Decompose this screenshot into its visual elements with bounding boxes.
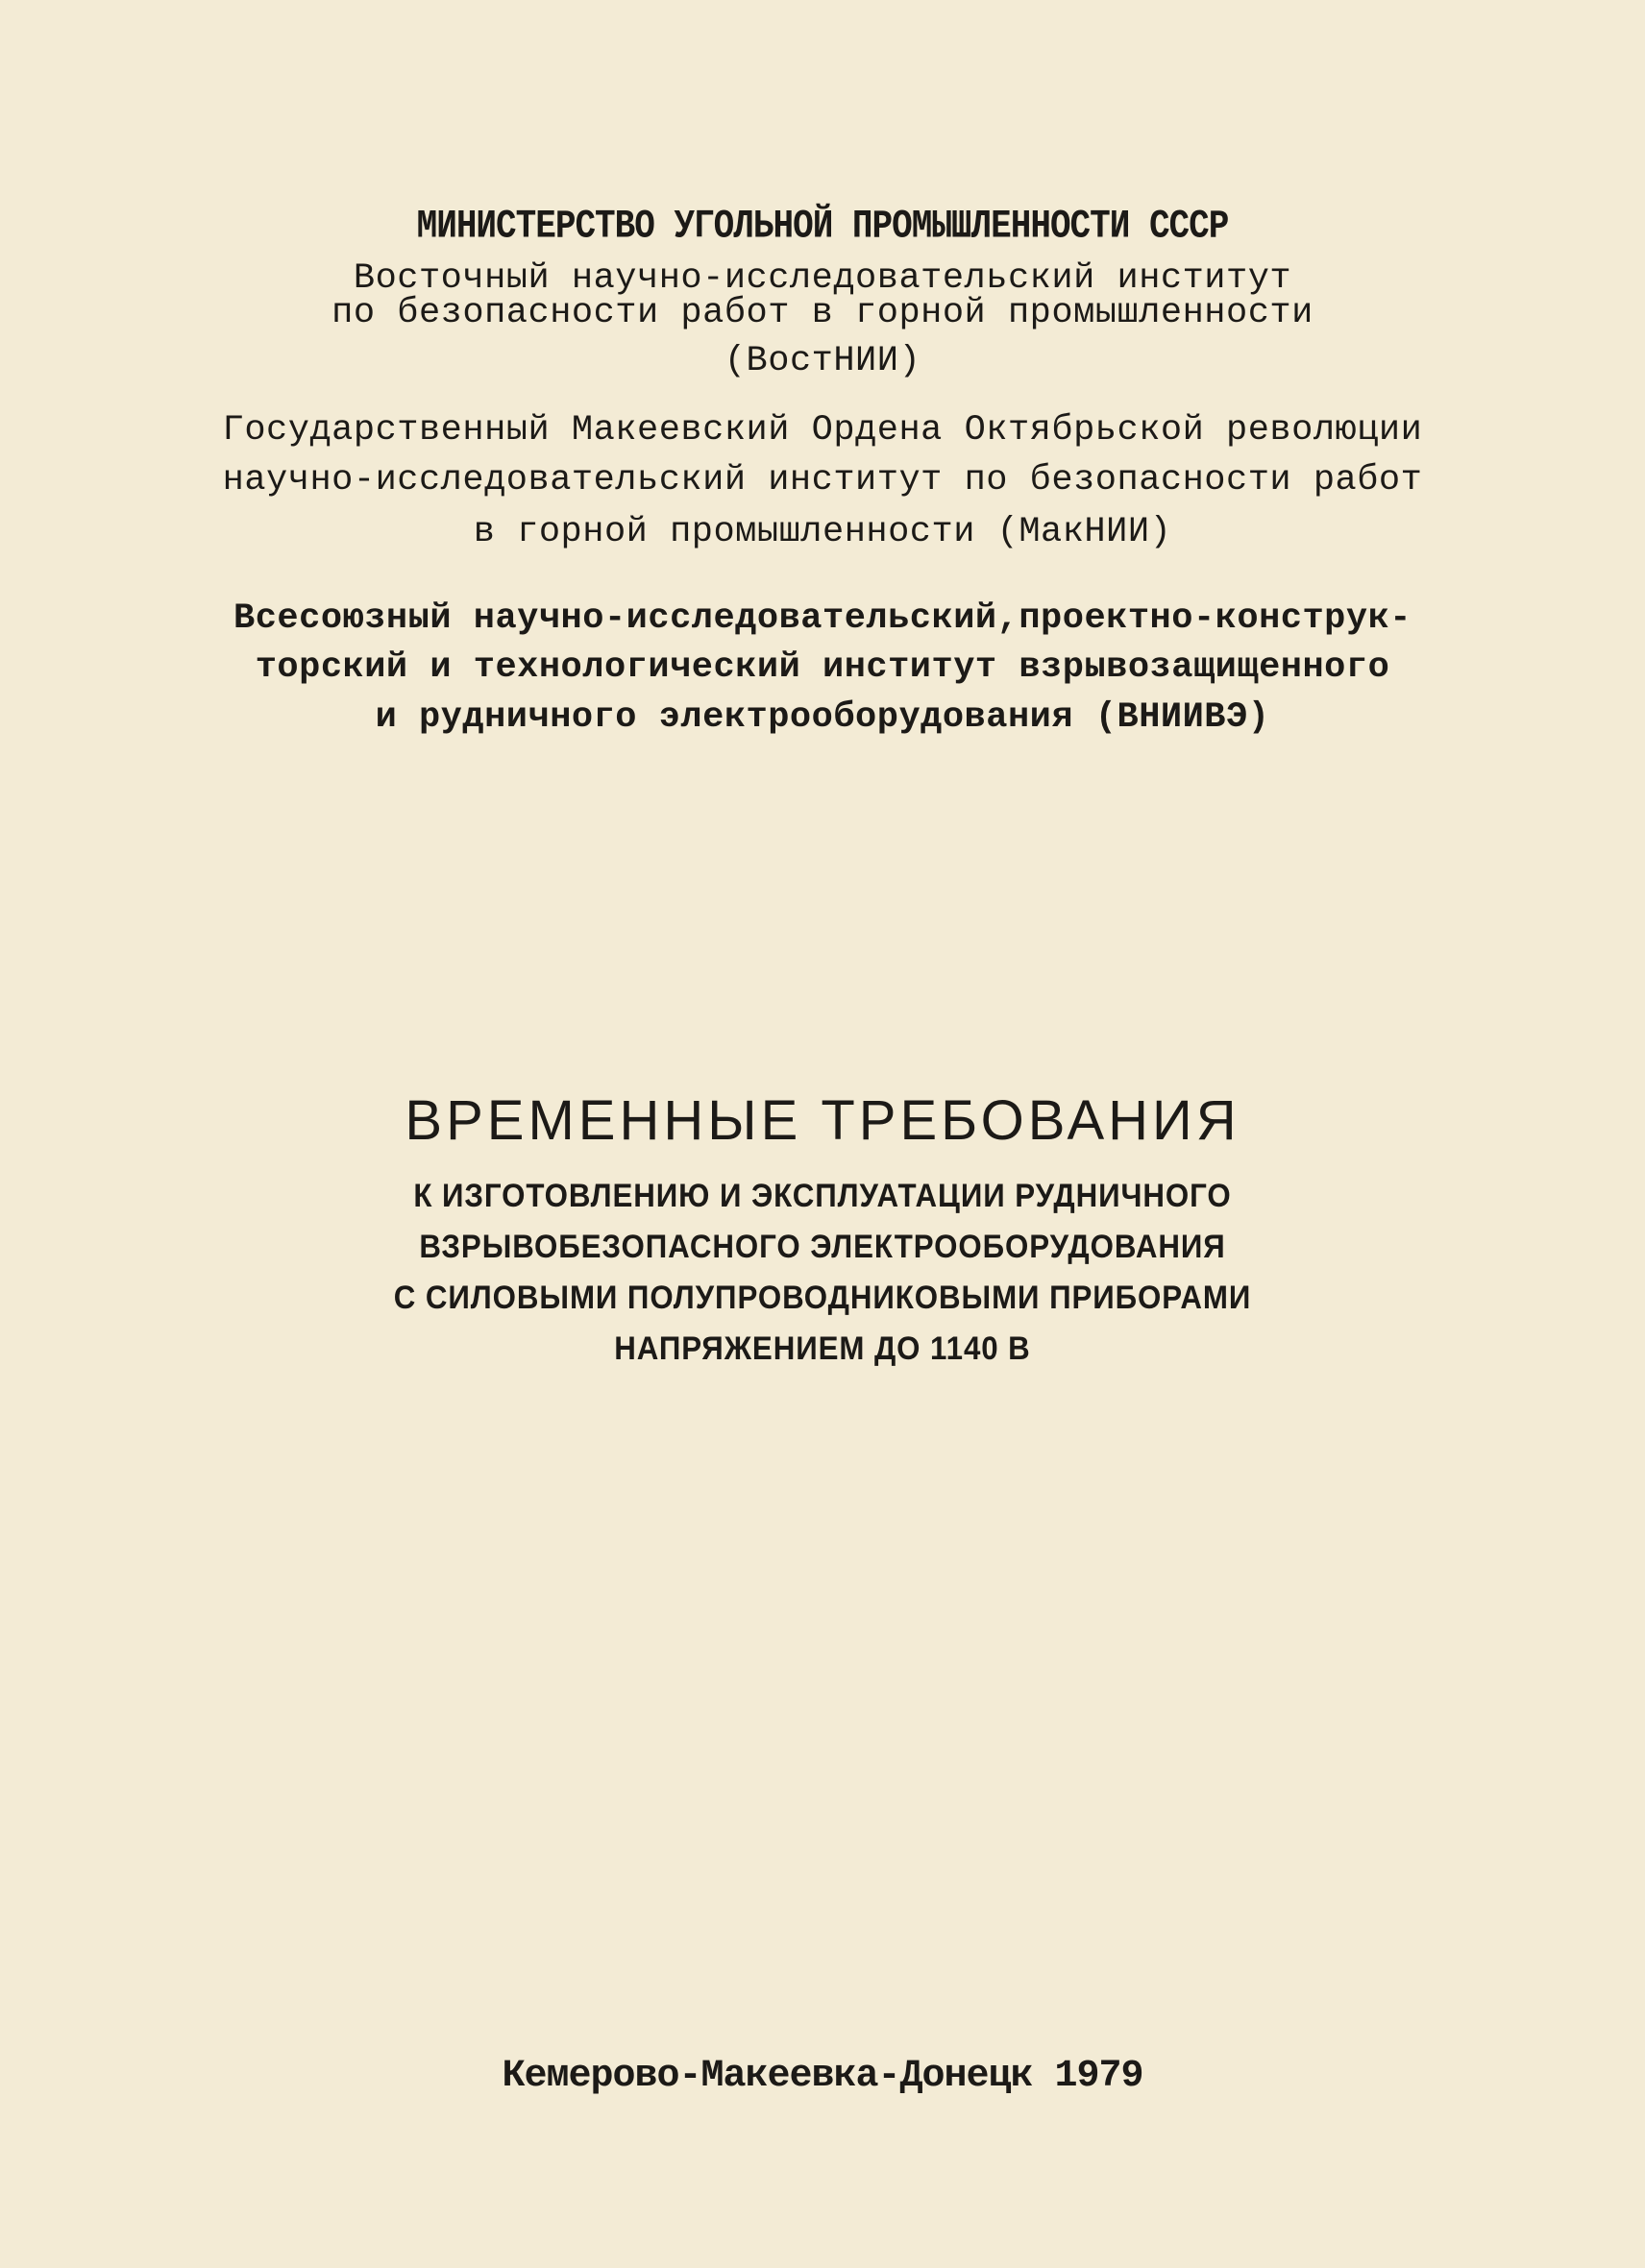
vostnii-line-1: Восточный научно-исследовательский институт <box>353 258 1292 299</box>
vostnii-abbreviation: (ВостНИИ) <box>724 341 921 381</box>
imprint-place-year: Кемерово-Макеевка-Донецк 1979 <box>502 2055 1143 2098</box>
maknii-line-3: в горной промышленности (МакНИИ) <box>473 512 1172 552</box>
subtitle-line-3: С СИЛОВЫМИ ПОЛУПРОВОДНИКОВЫМИ ПРИБОРАМИ <box>393 1280 1252 1316</box>
vniive-line-2: торский и технологический институт взрывозащищенного <box>255 647 1390 688</box>
subtitle-line-4: НАПРЯЖЕНИЕМ ДО 1140 В <box>614 1330 1031 1367</box>
subtitle-line-2: ВЗРЫВОБЕЗОПАСНОГО ЭЛЕКТРООБОРУДОВАНИЯ <box>419 1229 1226 1265</box>
subtitle-line-1: К ИЗГОТОВЛЕНИЮ И ЭКСПЛУАТАЦИИ РУДНИЧНОГО <box>413 1178 1232 1214</box>
vniive-line-1: Всесоюзный научно-исследовательский,проектно-конструк- <box>233 598 1412 639</box>
maknii-line-1: Государственный Макеевский Ордена Октябрьской революции <box>222 410 1423 451</box>
ministry-heading: МИНИСТЕРСТВО УГОЛЬНОЙ ПРОМЫШЛЕННОСТИ СССР <box>416 203 1229 249</box>
maknii-line-2: научно-исследовательский институт по безопасности работ <box>222 460 1423 500</box>
vniive-line-3: и рудничного электрооборудования (ВНИИВЭ) <box>375 697 1270 738</box>
document-title: ВРЕМЕННЫЕ ТРЕБОВАНИЯ <box>405 1089 1240 1152</box>
vostnii-line-2: по безопасности работ в горной промышленности <box>331 293 1314 333</box>
